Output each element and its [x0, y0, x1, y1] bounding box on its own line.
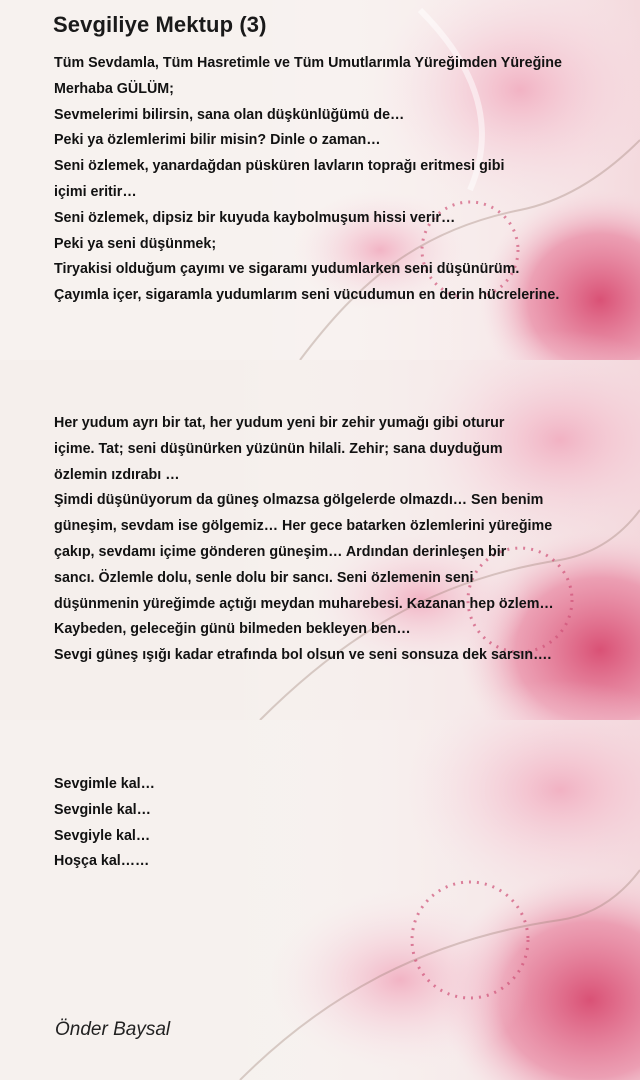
poem-line: Tüm Sevdamla, Tüm Hasretimle ve Tüm Umutlarımla Yüreğimden Yüreğine [54, 55, 562, 71]
poem-line: Sevgi güneş ışığı kadar etrafında bol olsun ve seni sonsuza dek sarsın…. [54, 647, 552, 664]
poem-line: sancı. Özlemle dolu, senle dolu bir sancı. Seni özlemenin seni [54, 569, 474, 586]
poem-line: Hoşça kal…… [54, 853, 150, 870]
poem-line: Şimdi düşünüyorum da güneş olmazsa gölgelerde olmazdı… Sen benim [54, 492, 544, 509]
poem-line: Seni özlemek, yanardağdan püsküren lavların toprağı eritmesi gibi [54, 158, 505, 175]
poem-line: içime. Tat; seni düşünürken yüzünün hilali. Zehir; sana duyduğum [54, 440, 503, 457]
poem-line: Kaybeden, geleceğin günü bilmeden bekleyen ben… [54, 621, 411, 638]
poem-stanza-1 [54, 51, 634, 309]
poem-line: içimi eritir… [54, 183, 137, 200]
poem-line: düşünmenin yüreğimde açtığı meydan muharebesi. Kazanan hep özlem… [54, 595, 554, 612]
poem-line: Peki ya seni düşünmek; [54, 235, 217, 252]
poem-line: Sevgiyle kal… [54, 827, 151, 844]
poem-line: Sevmelerimi bilirsin, sana olan düşkünlüğümü de… [54, 106, 405, 123]
poem-line: Sevgimle kal… [54, 776, 155, 792]
poem-line: özlemin ızdırabı … [54, 466, 180, 483]
poem-author: Önder Baysal [55, 1019, 171, 1040]
poem-line: Tiryakisi olduğum çayımı ve sigaramı yudumlarken seni düşünürüm. [54, 261, 520, 278]
poem-line: çakıp, sevdamı içime gönderen güneşim… Ardından derinleşen bir [54, 543, 507, 560]
poem-line: Merhaba GÜLÜM; [54, 80, 174, 97]
poem-line: güneşim, sevdam ise gölgemiz… Her gece batarken özlemlerini yüreğime [54, 518, 553, 535]
poem-line: Sevginle kal… [54, 801, 151, 818]
poem-line: Çayımla içer, sigaramla yudumlarım seni vücudumun en derin hücrelerine. [54, 287, 560, 304]
poem-stanza-2 [54, 411, 634, 669]
poem-stanza-3 [54, 772, 634, 875]
poem-title: Sevgiliye Mektup (3) [53, 12, 267, 37]
poem-line: Her yudum ayrı bir tat, her yudum yeni bir zehir yumağı gibi oturur [54, 415, 505, 431]
poem-line: Peki ya özlemlerimi bilir misin? Dinle o zaman… [54, 132, 381, 149]
poem-line: Seni özlemek, dipsiz bir kuyuda kaybolmuşum hissi verir… [54, 209, 456, 226]
